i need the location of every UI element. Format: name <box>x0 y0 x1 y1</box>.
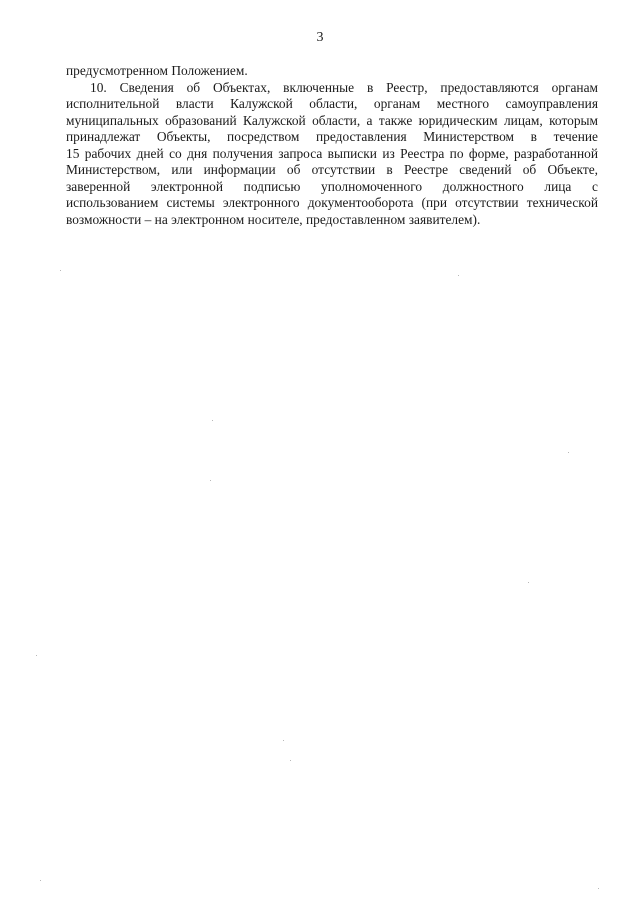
paragraph-line-2: 10. Сведения об Объектах, включенные в Реестр, предоставляются органам <box>90 80 598 95</box>
scan-speck <box>290 760 291 761</box>
scan-speck <box>210 480 211 481</box>
scan-speck <box>60 270 61 271</box>
scan-speck <box>40 880 41 881</box>
scan-speck <box>458 275 459 276</box>
paragraph-line-3: исполнительной власти Калужской области, органам местного самоуправления <box>66 96 598 111</box>
scan-speck <box>36 655 37 656</box>
paragraph-line-10: возможности – на электронном носителе, предоставленном заявителем). <box>66 212 481 227</box>
paragraph-line-5: принадлежат Объекты, посредством предоставления Министерством в течение <box>66 129 598 144</box>
page-number: 3 <box>316 30 324 45</box>
scan-speck <box>568 452 569 453</box>
scan-speck <box>212 420 213 421</box>
paragraph-line-7: Министерством, или информации об отсутствии в Реестре сведений об Объекте, <box>66 162 598 177</box>
scan-speck <box>283 740 284 741</box>
paragraph-line-1: предусмотренном Положением. <box>66 63 248 78</box>
paragraph-line-9: использованием системы электронного документооборота (при отсутствии технической <box>66 195 598 210</box>
scan-speck <box>528 582 529 583</box>
paragraph-line-6: 15 рабочих дней со дня получения запроса выписки из Реестра по форме, разработанной <box>66 146 598 161</box>
paragraph-line-8: заверенной электронной подписью уполномоченного должностного лица с <box>66 179 598 194</box>
scan-speck <box>598 888 599 889</box>
paragraph-line-4: муниципальных образований Калужской области, а также юридическим лицам, которым <box>66 113 598 128</box>
